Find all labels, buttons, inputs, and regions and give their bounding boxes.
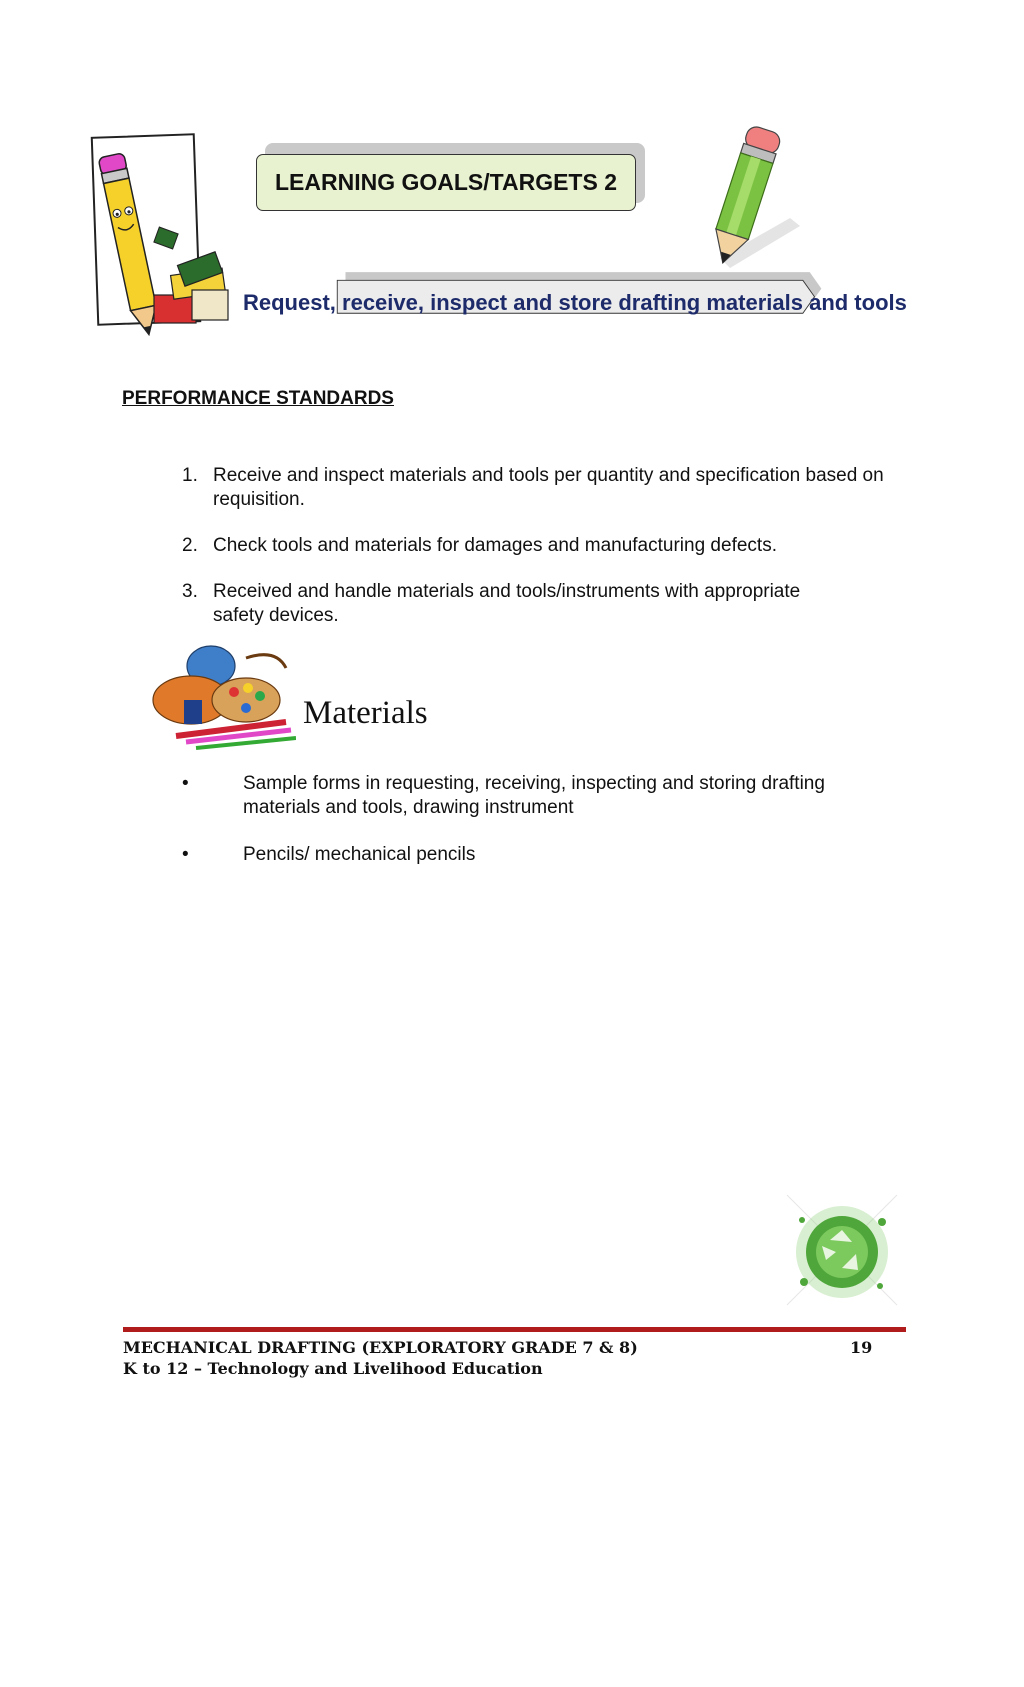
list-text: Check tools and materials for damages and manufacturing defects. bbox=[213, 535, 777, 556]
list-number: 2. bbox=[182, 535, 198, 556]
banner-title: Request, receive, inspect and store drafting materials and tools bbox=[243, 290, 907, 315]
list-item bbox=[182, 534, 922, 560]
list-text: Pencils/ mechanical pencils bbox=[243, 844, 476, 865]
list-item bbox=[182, 772, 922, 822]
list-number: 1. bbox=[182, 465, 198, 486]
materials-heading: Materials bbox=[303, 695, 428, 731]
list-item bbox=[182, 580, 922, 630]
goal-title: LEARNING GOALS/TARGETS 2 bbox=[274, 169, 618, 195]
list-text: Receive and inspect materials and tools per quantity and specification based on requisition. bbox=[213, 465, 884, 510]
list-text: Sample forms in requesting, receiving, inspecting and storing drafting materials and tools, drawing instrument bbox=[243, 773, 825, 818]
list-item bbox=[182, 843, 922, 869]
list-text: Received and handle materials and tools/instruments with appropriate safety devices. bbox=[213, 581, 801, 626]
footer-divider bbox=[123, 1327, 906, 1332]
list-number: 3. bbox=[182, 581, 198, 602]
pencil-character-icon bbox=[96, 140, 236, 350]
art-supplies-icon bbox=[146, 638, 296, 753]
green-pencil-icon bbox=[690, 118, 820, 278]
goal-title-box bbox=[256, 154, 636, 211]
recycle-globe-icon bbox=[782, 1190, 902, 1310]
performance-standards-heading: PERFORMANCE STANDARDS bbox=[122, 388, 394, 409]
footer-program: K to 12 – Technology and Livelihood Education bbox=[123, 1359, 543, 1378]
bullet-icon: • bbox=[182, 773, 189, 794]
footer-course-title: MECHANICAL DRAFTING (EXPLORATORY GRADE 7 & 8) bbox=[123, 1338, 638, 1357]
list-item bbox=[182, 464, 922, 514]
page-number: 19 bbox=[850, 1338, 873, 1357]
bullet-icon: • bbox=[182, 844, 189, 865]
